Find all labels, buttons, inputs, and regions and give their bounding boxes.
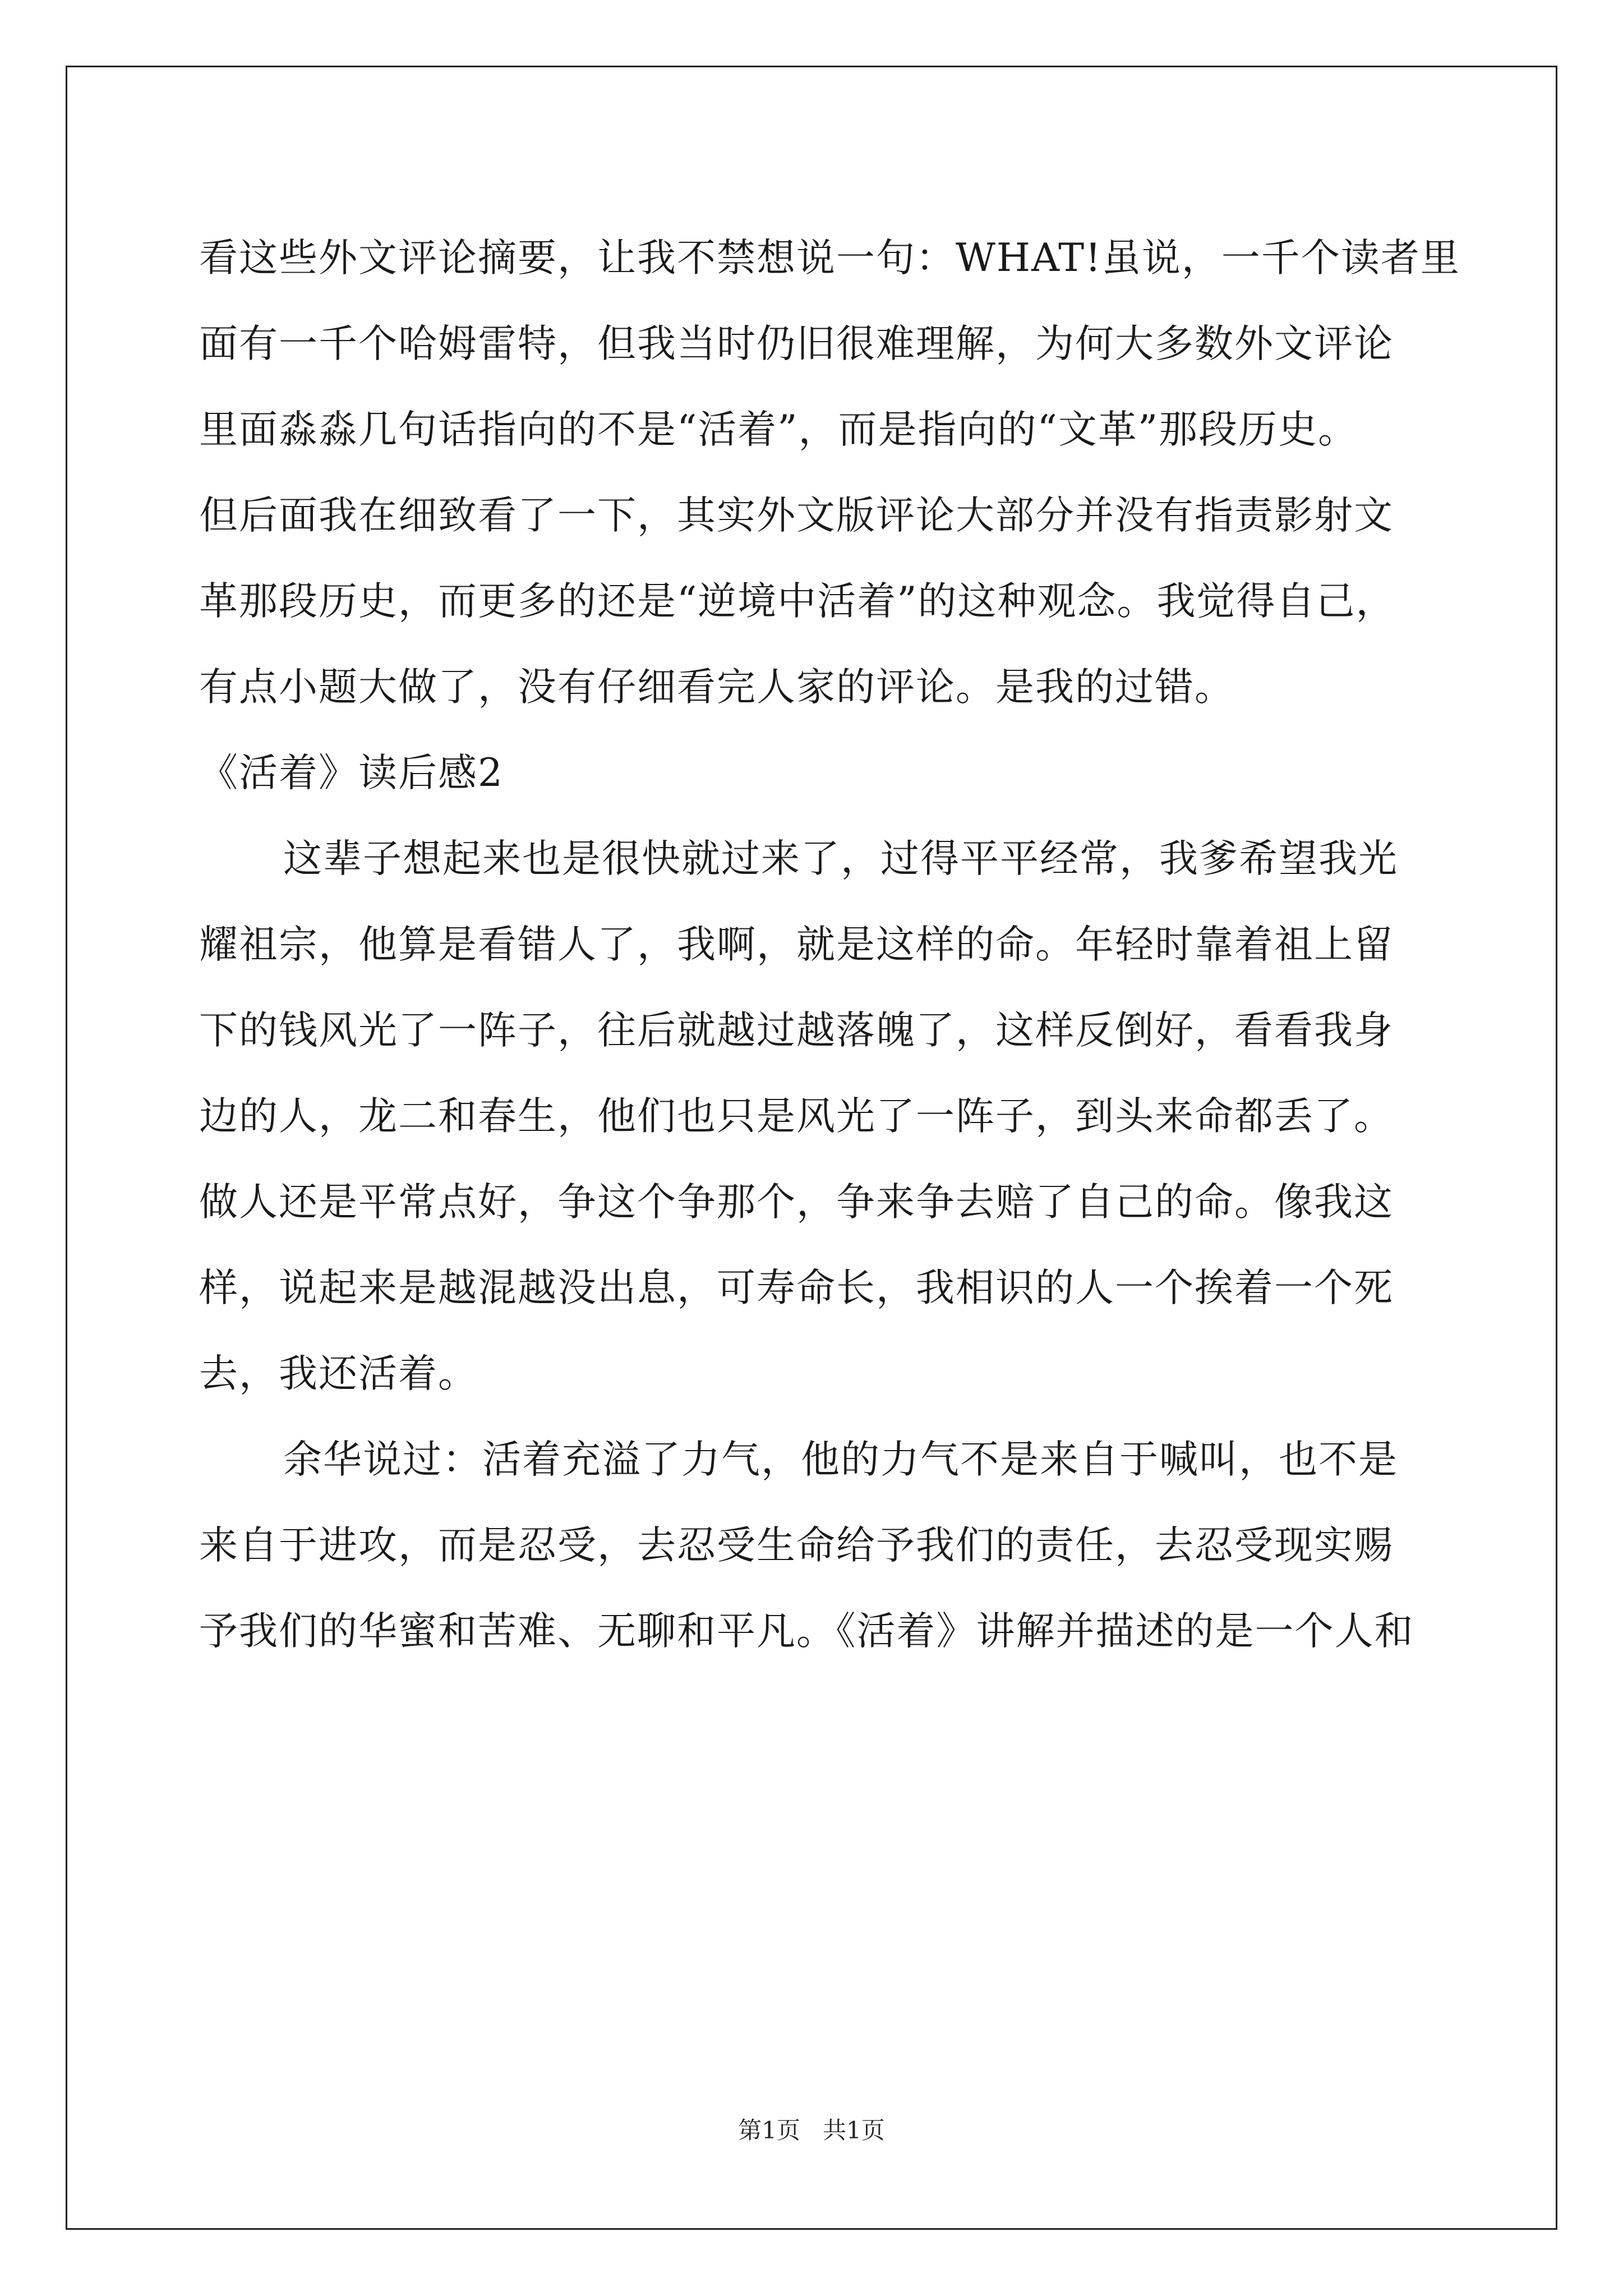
paragraph-3-line: 来自于进攻，而是忍受，去忍受生命给予我们的责任，去忍受现实赐 <box>199 1523 1394 1568</box>
page-total: 共1页 <box>823 2116 885 2144</box>
paragraph-2-line: 耀祖宗，他算是看错人了，我啊，就是这样的命。年轻时靠着祖上留 <box>199 922 1394 967</box>
paragraph-3-line: 余华说过：活着充溢了力气，他的力气不是来自于喊叫，也不是 <box>283 1437 1398 1482</box>
paragraph-1-line: 但后面我在细致看了一下，其实外文版评论大部分并没有指责影射文 <box>199 493 1394 538</box>
paragraph-2-line: 这辈子想起来也是很快就过来了，过得平平经常，我爹希望我光 <box>283 836 1398 881</box>
paragraph-3-line: 予我们的华蜜和苦难、无聊和平凡。《活着》讲解并描述的是一个人和 <box>199 1609 1414 1654</box>
paragraph-1-line: 革那段历史，而更多的还是“逆境中活着”的这种观念。我觉得自己， <box>199 579 1396 624</box>
paragraph-2-line: 去，我还活着。 <box>199 1351 478 1396</box>
paragraph-2-line: 边的人，龙二和春生，他们也只是风光了一阵子，到头来命都丢了。 <box>199 1094 1394 1139</box>
paragraph-1-line: 看这些外文评论摘要，让我不禁想说一句：WHAT!虽说，一千个读者里 <box>199 236 1460 280</box>
paragraph-1-line: 面有一千个哈姆雷特，但我当时仍旧很难理解，为何大多数外文评论 <box>199 321 1394 366</box>
paragraph-2-line: 做人还是平常点好，争这个争那个，争来争去赔了自己的命。像我这 <box>199 1180 1394 1225</box>
paragraph-1-line: 有点小题大做了，没有仔细看完人家的评论。是我的过错。 <box>199 665 1234 710</box>
page-footer <box>0 2112 1623 2146</box>
paragraph-1-line: 里面淼淼几句话指向的不是“活着”，而是指向的“文革”那段历史。 <box>199 407 1358 452</box>
paragraph-2-line: 下的钱风光了一阵子，往后就越过越落魄了，这样反倒好，看看我身 <box>199 1008 1394 1053</box>
paragraph-2-line: 样，说起来是越混越没出息，可寿命长，我相识的人一个挨着一个死 <box>199 1266 1394 1310</box>
page-number: 第1页 <box>738 2116 800 2144</box>
section-heading: 《活着》读后感2 <box>199 751 504 795</box>
